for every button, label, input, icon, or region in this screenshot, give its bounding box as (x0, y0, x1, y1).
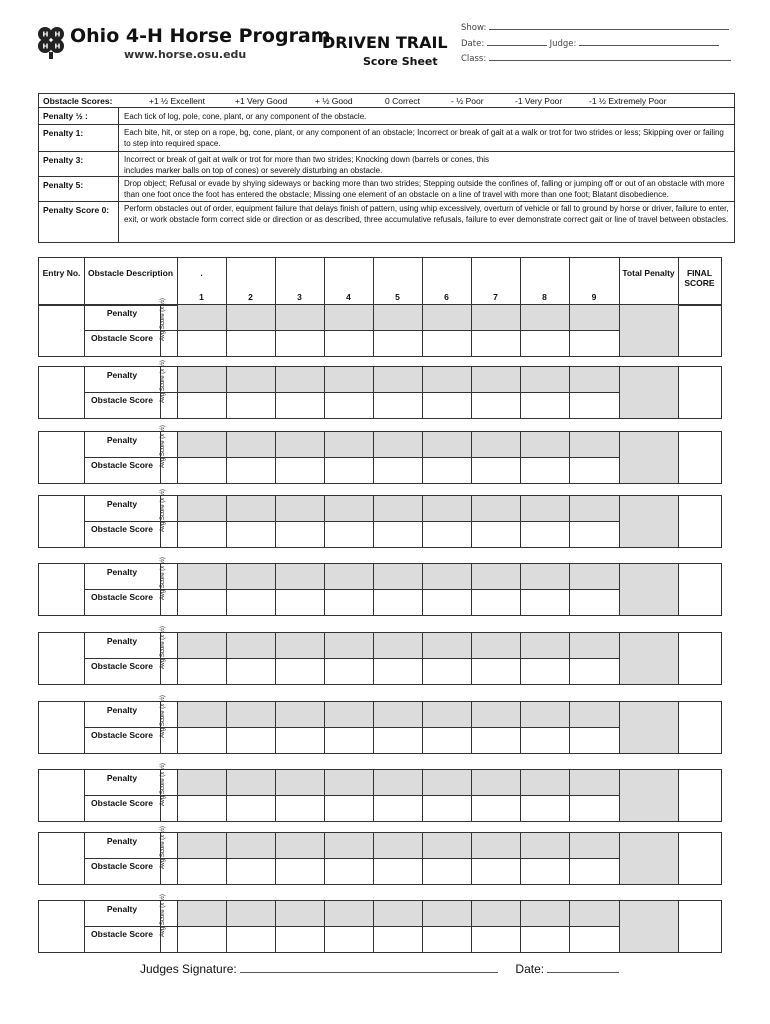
entry-block (38, 298, 722, 357)
penalty-label: Penalty (106, 370, 138, 380)
penalty-label: Penalty (106, 435, 138, 445)
scale-item: -1 ½ Extremely Poor (589, 96, 667, 106)
svg-text:H: H (42, 42, 49, 51)
obstacle-score-label: Obstacle Score (91, 524, 153, 534)
date-label: Date: (461, 39, 485, 49)
total-penalty-cell[interactable] (619, 496, 678, 547)
column-header: 9 (591, 292, 597, 302)
scale-item: +1 ½ Excellent (149, 96, 205, 106)
total-penalty-cell[interactable] (619, 432, 678, 483)
judge-label: Judge: (549, 39, 577, 49)
obstacle-scores-rubric (38, 93, 735, 243)
date-judge-field (461, 37, 719, 49)
avg-score-label: Avg Score (x ½) (160, 695, 166, 738)
footer-date-line[interactable] (547, 962, 619, 973)
avg-score-label: Avg Score (x ½) (160, 489, 166, 532)
penalty-label: Penalty (106, 308, 138, 318)
column-header: 3 (297, 292, 302, 302)
entry-block (38, 763, 722, 822)
total-penalty-cell[interactable] (619, 702, 678, 753)
entry-header: Entry No. (42, 268, 81, 278)
avg-score-label: Avg Score (x ½) (160, 626, 166, 669)
show-field (461, 21, 729, 33)
scale-item: +1 Very Good (235, 96, 288, 106)
scale-item: + ½ Good (315, 96, 353, 106)
avg-score-label: Avg Score (x ½) (160, 826, 166, 869)
entry-block (38, 425, 722, 484)
rubric-desc-penalty-1: Each bite, hit, or step on a rope, bg, cone, plant, or any component of an obstacle; Incorrect or break of gait at a walk or trot for two strides or less; Skipping over or failing to step into required space. (124, 128, 724, 148)
obstacle-score-label: Obstacle Score (91, 798, 153, 808)
total-penalty-header: Total Penalty (622, 268, 675, 278)
signature-line[interactable] (240, 962, 498, 973)
svg-text:H: H (54, 30, 61, 39)
obstacle-score-label: Obstacle Score (91, 460, 153, 470)
column-header: 2 (248, 292, 253, 302)
entry-block (38, 826, 722, 885)
penalty-label: Penalty (106, 904, 138, 914)
entry-block (38, 695, 722, 754)
total-penalty-cell[interactable] (619, 633, 678, 684)
total-penalty-cell[interactable] (619, 770, 678, 821)
program-url: www.horse.osu.edu (124, 48, 247, 61)
rubric-desc-penalty-3: Incorrect or break of gait at walk or trot for more than two strides; Knocking down (barrels or cones, this includes marker balls on top of cones) or severely disturbing an obstacle. (124, 155, 490, 175)
obstacle-score-label: Obstacle Score (91, 730, 153, 740)
obstacle-header: Obstacle Description (87, 268, 174, 278)
entry-block (38, 360, 722, 419)
class-field (461, 52, 731, 64)
document-title: DRIVEN TRAIL (322, 33, 448, 52)
rubric-title: Obstacle Scores: (43, 96, 113, 106)
final-score-header: FINAL SCORE (684, 268, 715, 288)
scale-item: -1 Very Poor (515, 96, 563, 106)
document-subtitle: Score Sheet (363, 55, 438, 68)
penalty-label: Penalty (106, 773, 138, 783)
penalty-label: Penalty (106, 705, 138, 715)
date-line[interactable] (487, 37, 547, 46)
rubric-desc-penalty-0: Perform obstacles out of order, equipment failure that delays finish of pattern, using whip excessively, overturn of vehicle or fall to ground by horse or driver, failure to enter, exit, or work obstacle form correct side or direction or as described, three accumulative refusals, failure to ever demonstrate correct gait or line of travel between obstacles. (124, 204, 729, 224)
obstacle-score-label: Obstacle Score (91, 333, 153, 343)
obstacle-score-label: Obstacle Score (91, 861, 153, 871)
total-penalty-cell[interactable] (619, 901, 678, 952)
entry-block (38, 626, 722, 685)
avg-score-label: Avg Score (x ½) (160, 557, 166, 600)
rubric-desc-penalty-5: Drop object; Refusal or evade by shying sideways or backing more than two strides; Stepping outside the confines of, falling or jumping off or out of an obstacle with more than one foot once the foot has entered the obstacle; Missing one element of an obstacle on a line of travel with more than one foot; Blatant disobedience. (124, 179, 725, 199)
program-title: Ohio 4-H Horse Program (70, 25, 331, 47)
dot-marker: . (200, 268, 203, 278)
total-penalty-cell[interactable] (619, 305, 678, 356)
entry-block (38, 894, 722, 953)
column-header: 1 (199, 292, 204, 302)
column-header: 5 (395, 292, 400, 302)
column-header: 7 (493, 292, 498, 302)
penalty-label: Penalty (106, 567, 138, 577)
column-header: 4 (346, 292, 351, 302)
svg-text:H: H (42, 30, 49, 39)
obstacle-score-label: Obstacle Score (91, 395, 153, 405)
class-line[interactable] (489, 52, 731, 61)
avg-score-label: Avg Score (x ½) (160, 360, 166, 403)
rubric-label-penalty-half: Penalty ½ : (43, 111, 88, 121)
column-header: 8 (542, 292, 547, 302)
footer-date-label: Date: (515, 962, 545, 976)
class-label: Class: (461, 54, 487, 64)
judge-signature-field (140, 962, 619, 976)
svg-text:H: H (54, 42, 61, 51)
entry-block (38, 489, 722, 548)
signature-label: Judges Signature: (140, 962, 237, 976)
entry-block (38, 557, 722, 616)
obstacle-score-label: Obstacle Score (91, 661, 153, 671)
rubric-desc-penalty-half: Each tick of log, pole, cone, plant, or any component of the obstacle. (124, 112, 367, 121)
show-line[interactable] (489, 21, 729, 30)
penalty-label: Penalty (106, 499, 138, 509)
score-grid-header (38, 257, 722, 306)
scale-item: - ½ Poor (451, 96, 484, 106)
scale-item: 0 Correct (385, 96, 420, 106)
obstacle-score-label: Obstacle Score (91, 929, 153, 939)
avg-score-label: Avg Score (x ½) (160, 298, 166, 341)
total-penalty-cell[interactable] (619, 833, 678, 884)
rubric-label-penalty-5: Penalty 5: (43, 180, 84, 190)
total-penalty-cell[interactable] (619, 564, 678, 615)
total-penalty-cell[interactable] (619, 367, 678, 418)
judge-line[interactable] (579, 37, 719, 46)
rubric-label-penalty-0: Penalty Score 0: (43, 205, 110, 215)
penalty-label: Penalty (106, 636, 138, 646)
obstacle-score-label: Obstacle Score (91, 592, 153, 602)
penalty-label: Penalty (106, 836, 138, 846)
four-h-clover-icon (34, 24, 68, 60)
show-label: Show: (461, 23, 487, 33)
avg-score-label: Avg Score (x ½) (160, 425, 166, 468)
avg-score-label: Avg Score (x ½) (160, 894, 166, 937)
rubric-label-penalty-1: Penalty 1: (43, 128, 84, 138)
rubric-label-penalty-3: Penalty 3: (43, 155, 84, 165)
avg-score-label: Avg Score (x ½) (160, 763, 166, 806)
column-header: 6 (444, 292, 449, 302)
